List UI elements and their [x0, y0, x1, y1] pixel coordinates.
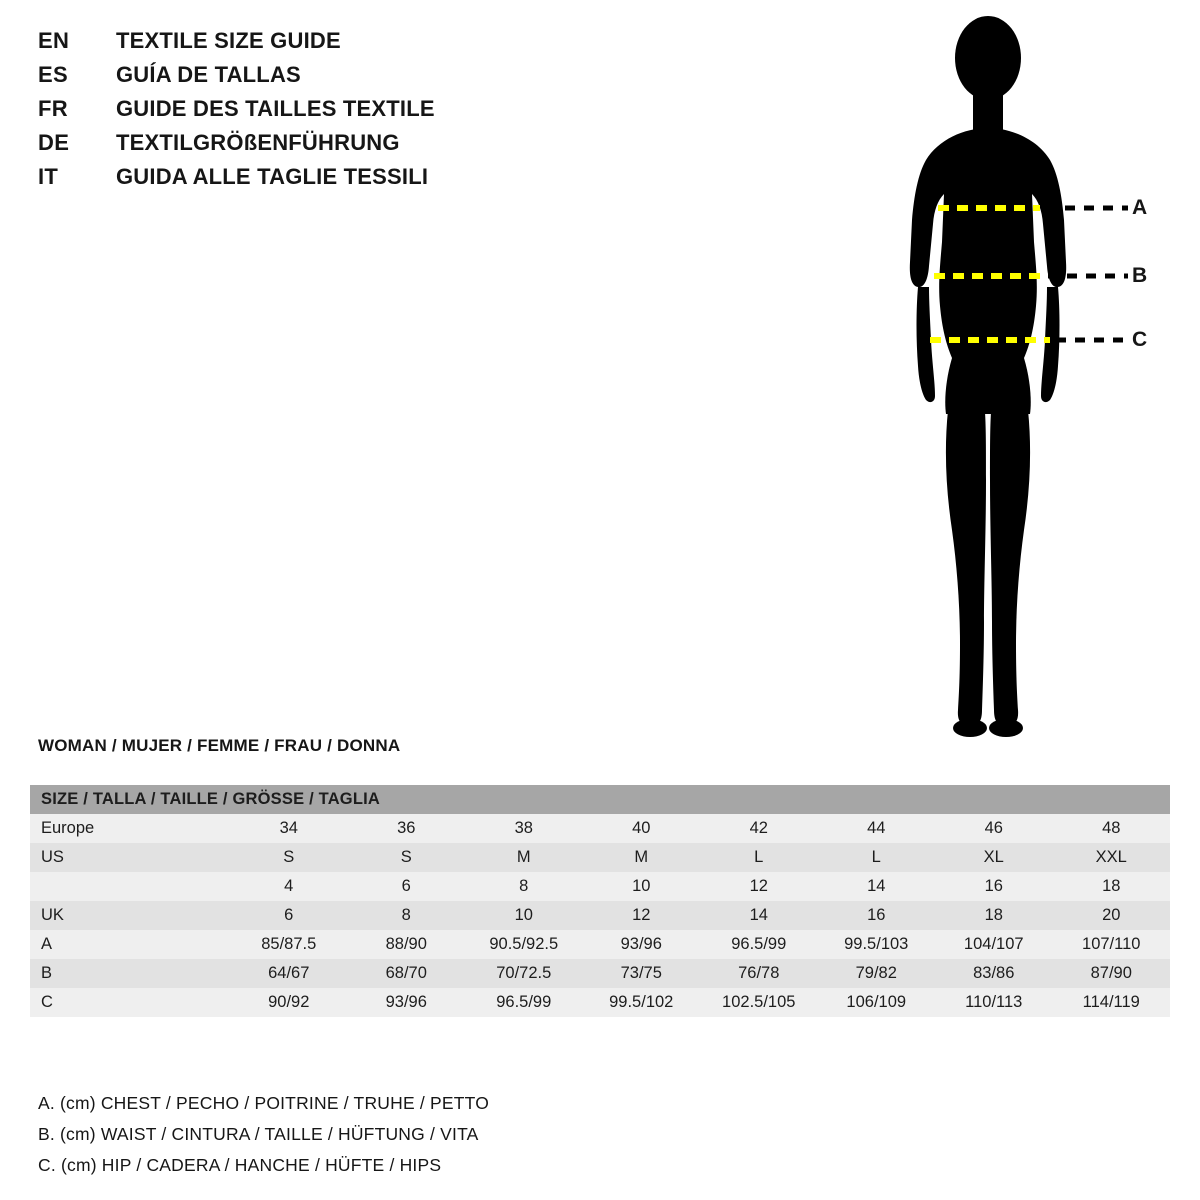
table-cell: 16 [867, 906, 886, 924]
title-block [38, 28, 658, 198]
title-text: TEXTILE SIZE GUIDE [116, 28, 341, 53]
title-lang-code: FR [38, 96, 68, 121]
table-cell: L [754, 848, 764, 866]
table-cell: 36 [397, 819, 416, 837]
marker-label-b: B [1132, 264, 1148, 287]
table-row [30, 872, 1170, 901]
table-cell: 12 [632, 906, 651, 924]
table-cell: 46 [984, 819, 1003, 837]
legend-row-b: B. (cm) WAIST / CINTURA / TAILLE / HÜFTUNG / VITA [38, 1124, 479, 1144]
table-cell: XL [983, 848, 1004, 866]
table-cell: 104/107 [963, 935, 1024, 953]
table-cell: 20 [1102, 906, 1121, 924]
table-cell: M [634, 848, 649, 866]
table-row [30, 843, 1170, 872]
table-cell: 90/92 [268, 993, 310, 1011]
section-label: WOMAN / MUJER / FEMME / FRAU / DONNA [38, 736, 401, 755]
table-cell: 102.5/105 [722, 993, 796, 1011]
row-label: UK [41, 906, 64, 924]
table-cell: 88/90 [385, 935, 427, 953]
table-cell: 12 [749, 877, 768, 895]
table-cell: 8 [519, 877, 529, 895]
marker-label-c: C [1132, 328, 1148, 351]
title-text: GUÍA DE TALLAS [116, 62, 301, 87]
title-text: GUIDA ALLE TAGLIE TESSILI [116, 164, 429, 189]
table-row [30, 959, 1170, 988]
table-cell: 10 [632, 877, 651, 895]
size-table [30, 785, 1170, 1017]
table-cell: 38 [514, 819, 533, 837]
table-cell: 70/72.5 [496, 964, 552, 982]
table-cell: 48 [1102, 819, 1121, 837]
title-text: GUIDE DES TAILLES TEXTILE [116, 96, 435, 121]
table-cell: 14 [749, 906, 768, 924]
table-cell: 42 [749, 819, 768, 837]
table-row [30, 930, 1170, 959]
table-cell: 8 [401, 906, 411, 924]
table-cell: 6 [401, 877, 411, 895]
table-cell: 110/113 [965, 993, 1023, 1011]
table-cell: 87/90 [1090, 964, 1132, 982]
female-silhouette-icon [860, 10, 1190, 750]
row-label: A [41, 935, 53, 953]
table-cell: 76/78 [738, 964, 780, 982]
table-row [30, 901, 1170, 930]
marker-label-a: A [1132, 196, 1148, 219]
row-label: C [41, 993, 53, 1011]
row-label: B [41, 964, 53, 982]
table-cell: 106/109 [846, 993, 907, 1011]
table-cell: 64/67 [268, 964, 310, 982]
table-row [30, 988, 1170, 1017]
title-lang-code: DE [38, 130, 70, 155]
title-lang-code: ES [38, 62, 68, 87]
table-cell: 99.5/103 [844, 935, 909, 953]
title-row [38, 164, 658, 198]
table-cell: L [871, 848, 881, 866]
table-cell: 83/86 [973, 964, 1015, 982]
table-cell: 18 [984, 906, 1003, 924]
table-cell: 14 [867, 877, 886, 895]
title-row [38, 28, 658, 62]
table-cell: 4 [284, 877, 294, 895]
table-cell: XXL [1095, 848, 1127, 866]
table-cell: 16 [984, 877, 1003, 895]
table-cell: 73/75 [620, 964, 662, 982]
table-cell: 93/96 [620, 935, 662, 953]
table-cell: 68/70 [385, 964, 427, 982]
title-row [38, 62, 658, 96]
table-cell: 44 [867, 819, 886, 837]
table-cell: 34 [279, 819, 298, 837]
table-cell: 10 [514, 906, 533, 924]
title-lang-code: IT [38, 164, 59, 189]
legend-block [38, 1088, 738, 1181]
table-cell: S [400, 848, 412, 866]
table-cell: 90.5/92.5 [489, 935, 559, 953]
row-label: US [41, 848, 64, 866]
table-cell: 96.5/99 [496, 993, 552, 1011]
table-cell: 6 [284, 906, 294, 924]
table-header-label: SIZE / TALLA / TAILLE / GRÖSSE / TAGLIA [41, 790, 381, 808]
table-cell: 79/82 [855, 964, 897, 982]
table-cell: 96.5/99 [731, 935, 787, 953]
table-cell: 107/110 [1082, 935, 1141, 953]
title-lang-code: EN [38, 28, 70, 53]
table-cell: 99.5/102 [609, 993, 674, 1011]
table-header-row [30, 785, 1170, 814]
table-row [30, 814, 1170, 843]
body-measurement-figure [860, 10, 1190, 750]
title-row [38, 130, 658, 164]
row-label: Europe [41, 819, 95, 837]
legend-row-a: A. (cm) CHEST / PECHO / POITRINE / TRUHE / PETTO [38, 1093, 490, 1113]
title-text: TEXTILGRÖßENFÜHRUNG [116, 130, 400, 155]
legend-row-c: C. (cm) HIP / CADERA / HANCHE / HÜFTE / HIPS [38, 1155, 442, 1175]
table-cell: 93/96 [385, 993, 427, 1011]
table-cell: 85/87.5 [261, 935, 317, 953]
row-label [30, 872, 230, 901]
table-cell: M [516, 848, 531, 866]
table-cell: 114/119 [1082, 993, 1140, 1011]
title-row [38, 96, 658, 130]
table-cell: 40 [632, 819, 651, 837]
table-cell: S [283, 848, 295, 866]
table-cell: 18 [1102, 877, 1121, 895]
